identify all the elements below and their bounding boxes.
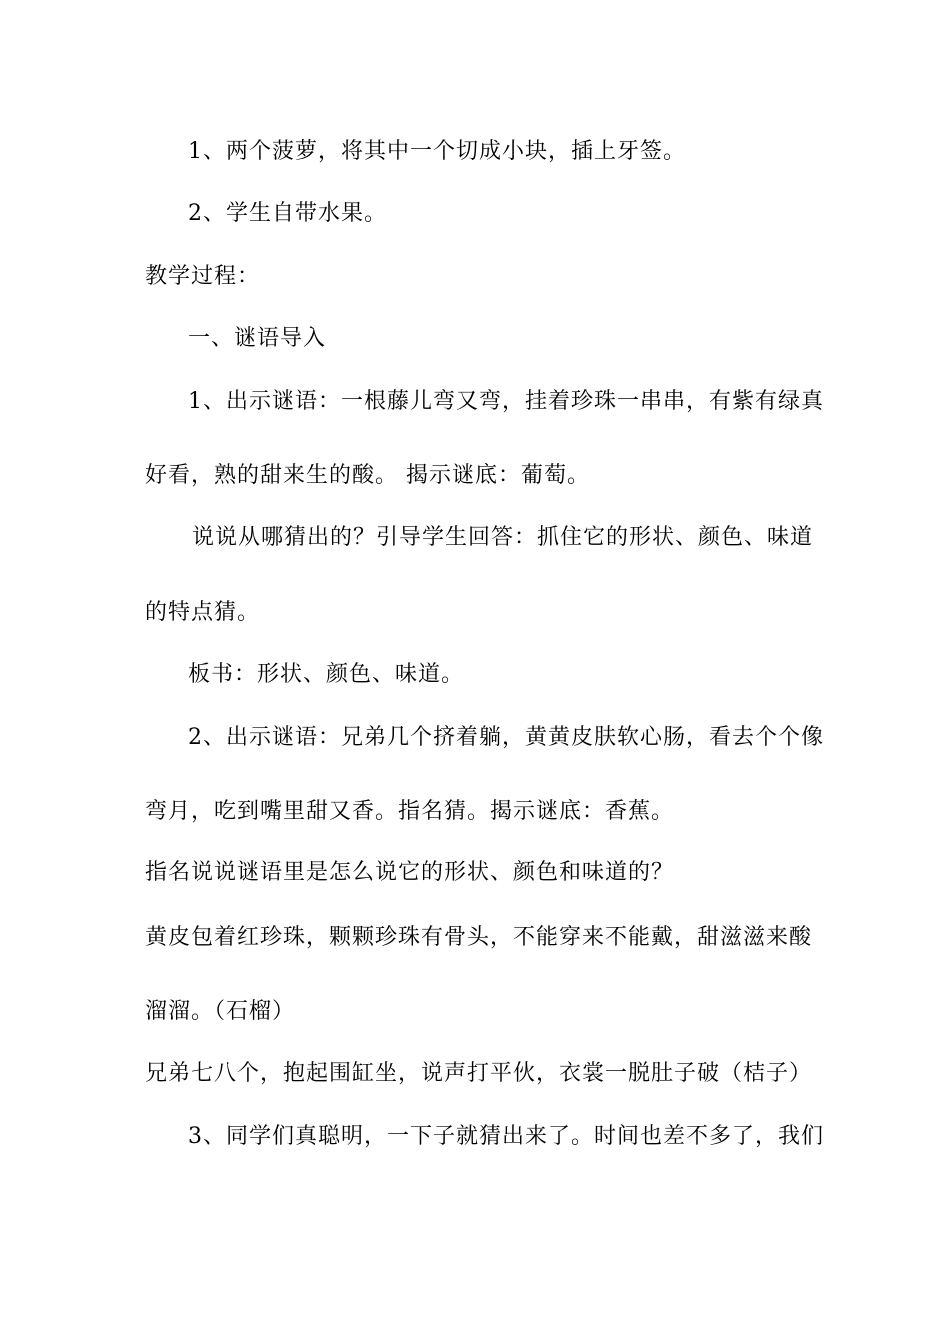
text-line: 板书：形状、颜色、味道。 (188, 662, 465, 687)
text-line: 黄皮包着红珍珠，颗颗珍珠有骨头，不能穿来不能戴，甜滋滋来酸 (145, 925, 813, 950)
text-line: 1、两个菠萝，将其中一个切成小块，插上牙签。 (188, 139, 686, 164)
text-line: 兄弟七八个，抱起围缸坐，说声打平伙，衣裳一脱肚子破（桔子） (145, 1061, 813, 1086)
subsection-heading: 一、谜语导入 (188, 326, 327, 351)
text-line: 好看，熟的甜来生的酸。 揭示谜底：葡萄。 (145, 463, 590, 488)
text-line: 溜溜。（石榴） (145, 999, 296, 1024)
text-line: 指名说说谜语里是怎么说它的形状、颜色和味道的？ (145, 860, 675, 885)
text-line: 说说从哪猜出的？引导学生回答：抓住它的形状、颜色、味道 (192, 525, 814, 550)
text-line: 弯月，吃到嘴里甜又香。指名猜。揭示谜底：香蕉。 (145, 799, 675, 824)
text-line: 2、出示谜语：兄弟几个挤着躺，黄黄皮肤软心肠，看去个个像 (188, 725, 824, 750)
text-line: 的特点猜。 (145, 600, 261, 625)
text-line: 2、学生自带水果。 (188, 201, 387, 226)
text-line: 3、同学们真聪明，一下子就猜出来了。时间也差不多了，我们 (188, 1124, 824, 1149)
section-heading: 教学过程： (145, 264, 261, 289)
text-line: 1、出示谜语：一根藤儿弯又弯，挂着珍珠一串串，有紫有绿真 (188, 389, 824, 414)
